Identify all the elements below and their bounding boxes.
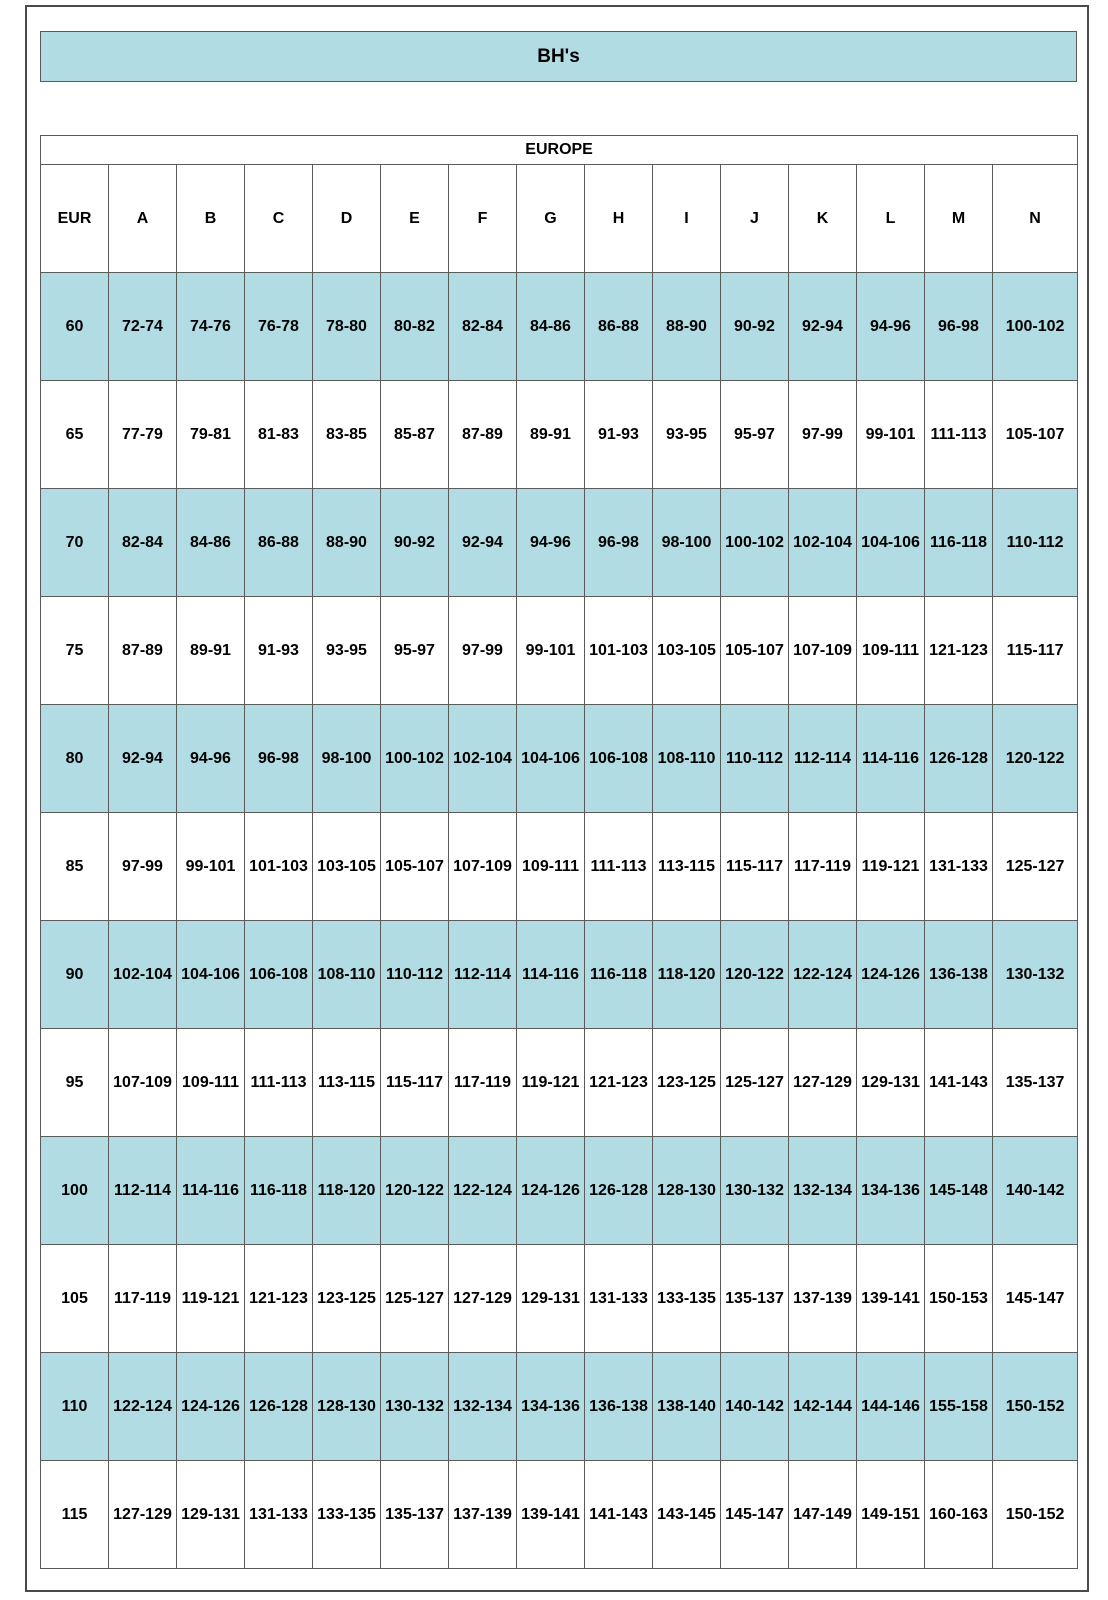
measurement-cell: 116-118: [585, 921, 653, 1029]
measurement-cell: 136-138: [585, 1353, 653, 1461]
measurement-cell: 119-121: [177, 1245, 245, 1353]
measurement-cell: 123-125: [313, 1245, 381, 1353]
measurement-cell: 94-96: [177, 705, 245, 813]
measurement-cell: 137-139: [449, 1461, 517, 1569]
measurement-cell: 110-112: [721, 705, 789, 813]
measurement-cell: 115-117: [381, 1029, 449, 1137]
measurement-cell: 140-142: [993, 1137, 1078, 1245]
measurement-cell: 145-148: [925, 1137, 993, 1245]
column-header-cup: N: [993, 165, 1078, 273]
measurement-cell: 104-106: [177, 921, 245, 1029]
column-header-cup: F: [449, 165, 517, 273]
measurement-cell: 122-124: [109, 1353, 177, 1461]
measurement-cell: 99-101: [517, 597, 585, 705]
measurement-cell: 91-93: [245, 597, 313, 705]
table-row: [41, 1245, 1078, 1353]
measurement-cell: 82-84: [109, 489, 177, 597]
measurement-cell: 132-134: [449, 1353, 517, 1461]
measurement-cell: 138-140: [653, 1353, 721, 1461]
measurement-cell: 150-152: [993, 1353, 1078, 1461]
measurement-cell: 97-99: [449, 597, 517, 705]
table-row: [41, 1029, 1078, 1137]
measurement-cell: 124-126: [177, 1353, 245, 1461]
measurement-cell: 150-153: [925, 1245, 993, 1353]
band-size-cell: 95: [41, 1029, 109, 1137]
measurement-cell: 136-138: [925, 921, 993, 1029]
measurement-cell: 125-127: [381, 1245, 449, 1353]
measurement-cell: 130-132: [381, 1353, 449, 1461]
measurement-cell: 112-114: [449, 921, 517, 1029]
measurement-cell: 85-87: [381, 381, 449, 489]
table-row: [41, 1353, 1078, 1461]
measurement-cell: 127-129: [449, 1245, 517, 1353]
measurement-cell: 121-123: [925, 597, 993, 705]
table-row: [41, 273, 1078, 381]
measurement-cell: 141-143: [925, 1029, 993, 1137]
measurement-cell: 96-98: [245, 705, 313, 813]
measurement-cell: 117-119: [109, 1245, 177, 1353]
column-header-cup: H: [585, 165, 653, 273]
column-header-cup: B: [177, 165, 245, 273]
measurement-cell: 150-152: [993, 1461, 1078, 1569]
column-header-cup: E: [381, 165, 449, 273]
measurement-cell: 141-143: [585, 1461, 653, 1569]
measurement-cell: 142-144: [789, 1353, 857, 1461]
measurement-cell: 104-106: [857, 489, 925, 597]
measurement-cell: 103-105: [313, 813, 381, 921]
measurement-cell: 92-94: [109, 705, 177, 813]
measurement-cell: 116-118: [245, 1137, 313, 1245]
measurement-cell: 94-96: [857, 273, 925, 381]
measurement-cell: 128-130: [313, 1353, 381, 1461]
measurement-cell: 117-119: [449, 1029, 517, 1137]
measurement-cell: 130-132: [721, 1137, 789, 1245]
measurement-cell: 102-104: [449, 705, 517, 813]
measurement-cell: 87-89: [109, 597, 177, 705]
measurement-cell: 78-80: [313, 273, 381, 381]
page-title: BH's: [40, 31, 1077, 82]
band-size-cell: 60: [41, 273, 109, 381]
measurement-cell: 95-97: [721, 381, 789, 489]
measurement-cell: 109-111: [177, 1029, 245, 1137]
measurement-cell: 108-110: [653, 705, 721, 813]
measurement-cell: 135-137: [721, 1245, 789, 1353]
measurement-cell: 107-109: [449, 813, 517, 921]
measurement-cell: 114-116: [517, 921, 585, 1029]
measurement-cell: 72-74: [109, 273, 177, 381]
measurement-cell: 109-111: [517, 813, 585, 921]
table-row: [41, 1137, 1078, 1245]
measurement-cell: 110-112: [381, 921, 449, 1029]
measurement-cell: 107-109: [789, 597, 857, 705]
measurement-cell: 100-102: [381, 705, 449, 813]
measurement-cell: 143-145: [653, 1461, 721, 1569]
measurement-cell: 74-76: [177, 273, 245, 381]
measurement-cell: 122-124: [449, 1137, 517, 1245]
measurement-cell: 108-110: [313, 921, 381, 1029]
measurement-cell: 135-137: [381, 1461, 449, 1569]
measurement-cell: 97-99: [789, 381, 857, 489]
measurement-cell: 122-124: [789, 921, 857, 1029]
measurement-cell: 129-131: [857, 1029, 925, 1137]
measurement-cell: 84-86: [177, 489, 245, 597]
band-size-cell: 85: [41, 813, 109, 921]
measurement-cell: 115-117: [721, 813, 789, 921]
measurement-cell: 107-109: [109, 1029, 177, 1137]
measurement-cell: 93-95: [653, 381, 721, 489]
measurement-cell: 126-128: [585, 1137, 653, 1245]
measurement-cell: 134-136: [517, 1353, 585, 1461]
column-header-band: EUR: [41, 165, 109, 273]
measurement-cell: 106-108: [585, 705, 653, 813]
measurement-cell: 129-131: [517, 1245, 585, 1353]
measurement-cell: 145-147: [721, 1461, 789, 1569]
measurement-cell: 140-142: [721, 1353, 789, 1461]
measurement-cell: 89-91: [177, 597, 245, 705]
measurement-cell: 144-146: [857, 1353, 925, 1461]
table-row: [41, 921, 1078, 1029]
measurement-cell: 83-85: [313, 381, 381, 489]
table-row: [41, 705, 1078, 813]
measurement-cell: 160-163: [925, 1461, 993, 1569]
measurement-cell: 102-104: [109, 921, 177, 1029]
measurement-cell: 121-123: [585, 1029, 653, 1137]
measurement-cell: 92-94: [449, 489, 517, 597]
measurement-cell: 82-84: [449, 273, 517, 381]
band-size-cell: 100: [41, 1137, 109, 1245]
measurement-cell: 79-81: [177, 381, 245, 489]
table-row: [41, 489, 1078, 597]
measurement-cell: 124-126: [857, 921, 925, 1029]
measurement-cell: 101-103: [245, 813, 313, 921]
measurement-cell: 139-141: [517, 1461, 585, 1569]
column-header-row: [41, 165, 1078, 273]
measurement-cell: 100-102: [993, 273, 1078, 381]
measurement-cell: 118-120: [653, 921, 721, 1029]
measurement-cell: 97-99: [109, 813, 177, 921]
measurement-cell: 99-101: [857, 381, 925, 489]
measurement-cell: 81-83: [245, 381, 313, 489]
measurement-cell: 109-111: [857, 597, 925, 705]
measurement-cell: 113-115: [653, 813, 721, 921]
measurement-cell: 125-127: [721, 1029, 789, 1137]
measurement-cell: 133-135: [653, 1245, 721, 1353]
measurement-cell: 111-113: [585, 813, 653, 921]
table-body: [41, 273, 1078, 1569]
column-header-cup: D: [313, 165, 381, 273]
measurement-cell: 98-100: [653, 489, 721, 597]
table-row: [41, 1461, 1078, 1569]
measurement-cell: 132-134: [789, 1137, 857, 1245]
measurement-cell: 137-139: [789, 1245, 857, 1353]
measurement-cell: 127-129: [109, 1461, 177, 1569]
measurement-cell: 134-136: [857, 1137, 925, 1245]
measurement-cell: 125-127: [993, 813, 1078, 921]
measurement-cell: 112-114: [109, 1137, 177, 1245]
measurement-cell: 86-88: [585, 273, 653, 381]
band-size-cell: 110: [41, 1353, 109, 1461]
measurement-cell: 77-79: [109, 381, 177, 489]
measurement-cell: 96-98: [925, 273, 993, 381]
measurement-cell: 114-116: [857, 705, 925, 813]
measurement-cell: 99-101: [177, 813, 245, 921]
column-header-cup: G: [517, 165, 585, 273]
measurement-cell: 96-98: [585, 489, 653, 597]
measurement-cell: 89-91: [517, 381, 585, 489]
measurement-cell: 105-107: [381, 813, 449, 921]
measurement-cell: 95-97: [381, 597, 449, 705]
measurement-cell: 98-100: [313, 705, 381, 813]
measurement-cell: 90-92: [721, 273, 789, 381]
column-header-cup: K: [789, 165, 857, 273]
measurement-cell: 102-104: [789, 489, 857, 597]
measurement-cell: 130-132: [993, 921, 1078, 1029]
measurement-cell: 155-158: [925, 1353, 993, 1461]
measurement-cell: 145-147: [993, 1245, 1078, 1353]
measurement-cell: 94-96: [517, 489, 585, 597]
band-size-cell: 80: [41, 705, 109, 813]
measurement-cell: 116-118: [925, 489, 993, 597]
measurement-cell: 124-126: [517, 1137, 585, 1245]
measurement-cell: 92-94: [789, 273, 857, 381]
measurement-cell: 123-125: [653, 1029, 721, 1137]
measurement-cell: 114-116: [177, 1137, 245, 1245]
band-size-cell: 115: [41, 1461, 109, 1569]
measurement-cell: 112-114: [789, 705, 857, 813]
column-header-cup: L: [857, 165, 925, 273]
measurement-cell: 126-128: [925, 705, 993, 813]
measurement-cell: 101-103: [585, 597, 653, 705]
table-row: [41, 813, 1078, 921]
measurement-cell: 117-119: [789, 813, 857, 921]
measurement-cell: 80-82: [381, 273, 449, 381]
measurement-cell: 120-122: [381, 1137, 449, 1245]
measurement-cell: 120-122: [721, 921, 789, 1029]
measurement-cell: 133-135: [313, 1461, 381, 1569]
measurement-cell: 105-107: [993, 381, 1078, 489]
measurement-cell: 128-130: [653, 1137, 721, 1245]
measurement-cell: 104-106: [517, 705, 585, 813]
band-size-cell: 90: [41, 921, 109, 1029]
measurement-cell: 90-92: [381, 489, 449, 597]
measurement-cell: 100-102: [721, 489, 789, 597]
column-header-cup: J: [721, 165, 789, 273]
measurement-cell: 91-93: [585, 381, 653, 489]
column-header-cup: M: [925, 165, 993, 273]
measurement-cell: 126-128: [245, 1353, 313, 1461]
measurement-cell: 127-129: [789, 1029, 857, 1137]
measurement-cell: 139-141: [857, 1245, 925, 1353]
size-chart-table: [40, 135, 1078, 1569]
region-header: EUROPE: [41, 136, 1078, 165]
measurement-cell: 119-121: [517, 1029, 585, 1137]
band-size-cell: 65: [41, 381, 109, 489]
measurement-cell: 110-112: [993, 489, 1078, 597]
measurement-cell: 84-86: [517, 273, 585, 381]
measurement-cell: 93-95: [313, 597, 381, 705]
measurement-cell: 120-122: [993, 705, 1078, 813]
measurement-cell: 131-133: [245, 1461, 313, 1569]
measurement-cell: 131-133: [925, 813, 993, 921]
measurement-cell: 115-117: [993, 597, 1078, 705]
measurement-cell: 121-123: [245, 1245, 313, 1353]
band-size-cell: 75: [41, 597, 109, 705]
table-row: [41, 597, 1078, 705]
measurement-cell: 113-115: [313, 1029, 381, 1137]
measurement-cell: 111-113: [925, 381, 993, 489]
measurement-cell: 87-89: [449, 381, 517, 489]
band-size-cell: 105: [41, 1245, 109, 1353]
column-header-cup: C: [245, 165, 313, 273]
measurement-cell: 135-137: [993, 1029, 1078, 1137]
band-size-cell: 70: [41, 489, 109, 597]
measurement-cell: 118-120: [313, 1137, 381, 1245]
column-header-cup: I: [653, 165, 721, 273]
measurement-cell: 105-107: [721, 597, 789, 705]
measurement-cell: 129-131: [177, 1461, 245, 1569]
measurement-cell: 131-133: [585, 1245, 653, 1353]
measurement-cell: 149-151: [857, 1461, 925, 1569]
measurement-cell: 76-78: [245, 273, 313, 381]
measurement-cell: 147-149: [789, 1461, 857, 1569]
measurement-cell: 88-90: [653, 273, 721, 381]
measurement-cell: 106-108: [245, 921, 313, 1029]
measurement-cell: 86-88: [245, 489, 313, 597]
measurement-cell: 88-90: [313, 489, 381, 597]
measurement-cell: 119-121: [857, 813, 925, 921]
table-row: [41, 381, 1078, 489]
column-header-cup: A: [109, 165, 177, 273]
measurement-cell: 103-105: [653, 597, 721, 705]
measurement-cell: 111-113: [245, 1029, 313, 1137]
